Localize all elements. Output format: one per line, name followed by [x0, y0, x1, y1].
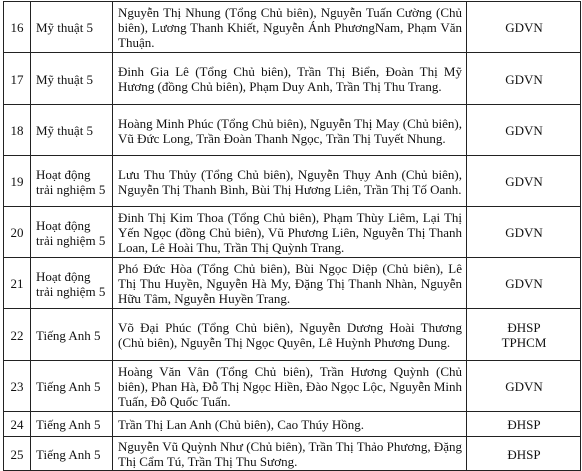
row-number: 19	[4, 156, 31, 207]
publisher-line: GDVN	[505, 379, 543, 394]
authors-cell: Võ Đại Phúc (Tổng Chủ biên), Nguyễn Dương Hoài Thương (Chủ biên), Nguyễn Thị Ngọc Quyên, Lê Huỳnh Phương Dung.	[113, 309, 467, 361]
publisher-line: ĐHSP	[507, 446, 541, 462]
publisher-line: GDVN	[505, 225, 543, 240]
authors-cell: Hoàng Minh Phúc (Tổng Chủ biên), Nguyễn Thị May (Chủ biên), Vũ Đức Long, Trần Đoàn Thanh Ngọc, Trần Thị Tuyết Nhung.	[113, 105, 467, 156]
publisher-cell	[467, 156, 581, 207]
table-row	[4, 105, 581, 156]
authors-cell: Trần Thị Lan Anh (Chủ biên), Cao Thúy Hồng.	[113, 412, 467, 437]
subject-cell: Hoạt động trải nghiệm 5	[31, 156, 113, 207]
table-row	[4, 258, 581, 309]
publisher-line: GDVN	[505, 71, 543, 87]
authors-cell: Đinh Thị Kim Thoa (Tổng Chủ biên), Phạm Thùy Liêm, Lại Thị Yến Ngọc (đồng Chủ biên), Vũ Phương Liên, Nguyễn Thị Thanh Loan, Lê Hoài Thu, Trần Thị Quỳnh Trang.	[113, 207, 467, 258]
authors-cell: Nguyễn Vũ Quỳnh Như (Chủ biên), Trần Thị Thảo Phương, Đặng Thị Cẩm Tú, Trần Thị Thu Sương.	[113, 437, 467, 471]
table-row	[4, 207, 581, 258]
textbook-table	[3, 1, 581, 471]
row-number: 25	[4, 437, 31, 471]
publisher-line: TPHCM	[501, 335, 547, 350]
authors-cell: Lưu Thu Thủy (Tổng Chủ biên), Nguyễn Thụy Anh (Chủ biên), Nguyễn Thị Thanh Bình, Bùi Thị Hương Liên, Trần Thị Tố Oanh.	[113, 156, 467, 207]
publisher-cell	[467, 2, 581, 53]
authors-cell: Nguyễn Thị Nhung (Tổng Chủ biên), Nguyễn Tuấn Cường (Chủ biên), Lương Thanh Khiết, Nguyễn Ánh PhươngNam, Phạm Văn Thuận.	[113, 2, 467, 53]
publisher-line: ĐHSP	[507, 320, 541, 335]
publisher-cell	[467, 258, 581, 309]
publisher-line: GDVN	[505, 276, 543, 291]
subject-cell: Mỹ thuật 5	[31, 105, 113, 156]
authors-cell: Phó Đức Hòa (Tổng Chủ biên), Bùi Ngọc Diệp (Chủ biên), Lê Thị Thu Huyền, Nguyễn Hà My, Đặng Thị Thanh Nhàn, Nguyễn Hữu Tâm, Nguyễn Huyền Trang.	[113, 258, 467, 309]
subject-cell: Hoạt động trải nghiệm 5	[31, 207, 113, 258]
publisher-line: ĐHSP	[507, 417, 541, 432]
publisher-cell	[467, 53, 581, 105]
subject-cell: Hoạt động trải nghiệm 5	[31, 258, 113, 309]
subject-cell: Mỹ thuật 5	[31, 2, 113, 53]
row-number: 16	[4, 2, 31, 53]
table-row	[4, 53, 581, 105]
table-row	[4, 2, 581, 53]
table-row	[4, 412, 581, 437]
row-number: 23	[4, 361, 31, 412]
row-number: 24	[4, 412, 31, 437]
publisher-cell	[467, 412, 581, 437]
row-number: 22	[4, 309, 31, 361]
table-row	[4, 156, 581, 207]
subject-cell: Tiếng Anh 5	[31, 361, 113, 412]
subject-cell: Tiếng Anh 5	[31, 412, 113, 437]
publisher-line: GDVN	[505, 20, 543, 35]
subject-cell: Mỹ thuật 5	[31, 53, 113, 105]
table-row	[4, 309, 581, 361]
publisher-line: GDVN	[505, 123, 543, 138]
authors-cell: Hoàng Văn Vân (Tổng Chủ biên), Trần Hương Quỳnh (Chủ biên), Phan Hà, Đỗ Thị Ngọc Hiền, Đào Ngọc Lộc, Nguyễn Minh Tuấn, Đỗ Quốc Tuấn.	[113, 361, 467, 412]
publisher-cell	[467, 207, 581, 258]
authors-cell: Đinh Gia Lê (Tổng Chủ biên), Trần Thị Biển, Đoàn Thị Mỹ Hương (đồng Chủ biên), Phạm Duy Anh, Trần Thị Thu Trang.	[113, 53, 467, 105]
publisher-cell	[467, 105, 581, 156]
publisher-line: GDVN	[505, 174, 543, 189]
subject-cell: Tiếng Anh 5	[31, 437, 113, 471]
subject-cell: Tiếng Anh 5	[31, 309, 113, 361]
publisher-cell	[467, 361, 581, 412]
row-number: 18	[4, 105, 31, 156]
table-row	[4, 437, 581, 471]
row-number: 20	[4, 207, 31, 258]
row-number: 21	[4, 258, 31, 309]
publisher-cell	[467, 309, 581, 361]
row-number: 17	[4, 53, 31, 105]
table-row	[4, 361, 581, 412]
publisher-cell	[467, 437, 581, 471]
